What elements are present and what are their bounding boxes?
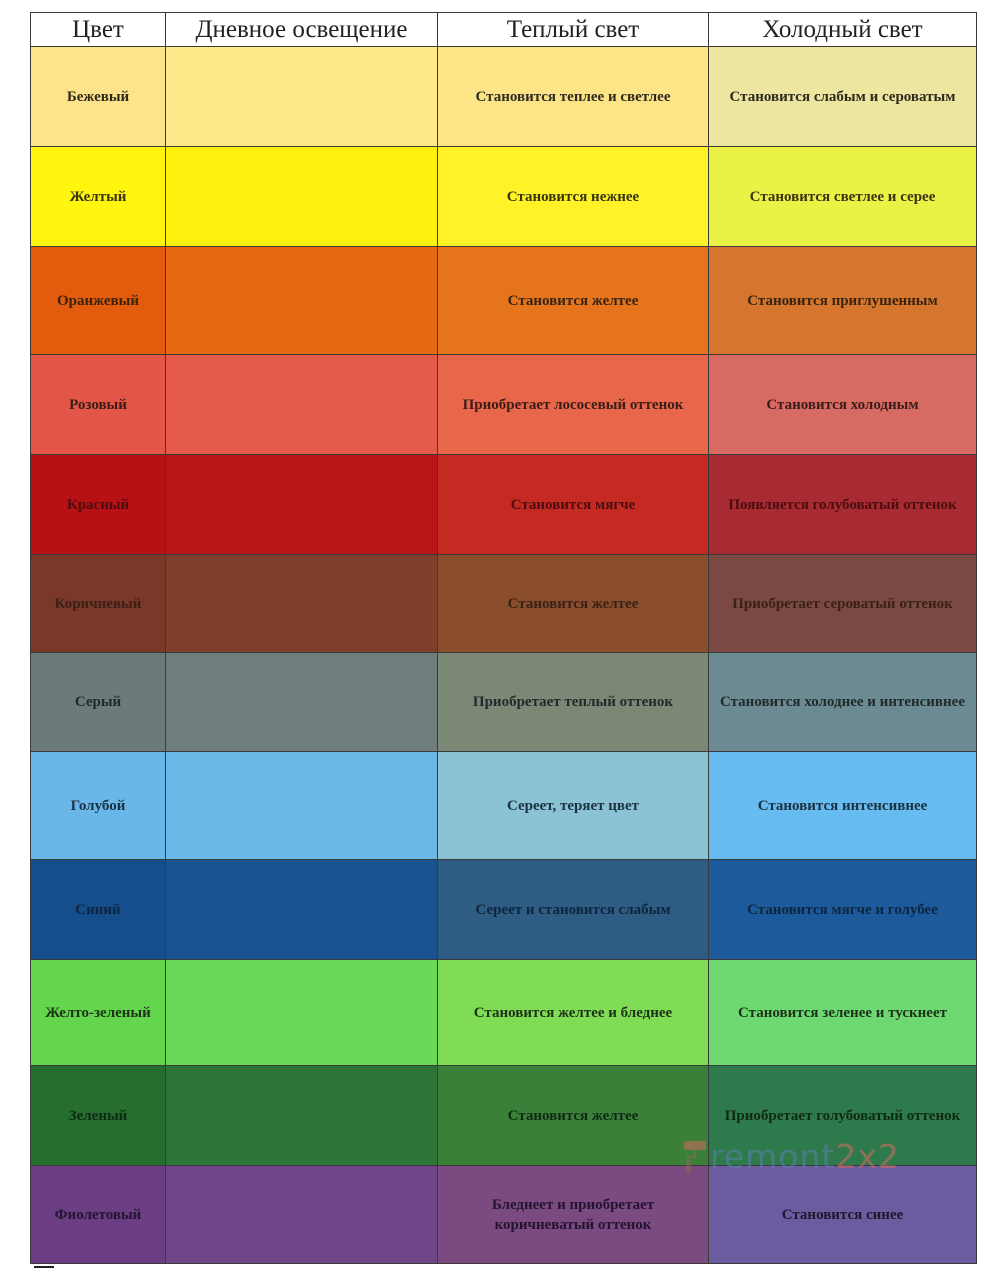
cell-daylight-swatch: [166, 247, 438, 355]
table-row: [31, 47, 977, 147]
cell-daylight-swatch: [166, 752, 438, 860]
table-row: [31, 355, 977, 455]
cell-color-name: Синий: [31, 860, 166, 960]
cell-cold-light: Становится холодным: [709, 355, 977, 455]
cell-cold-light: Приобретает сероватый оттенок: [709, 555, 977, 653]
cell-warm-light: Становится желтее и бледнее: [438, 960, 709, 1066]
table-row: [31, 455, 977, 555]
cell-cold-light: Становится холоднее и интенсивнее: [709, 653, 977, 752]
watermark-text: [710, 1137, 900, 1176]
table-row: [31, 555, 977, 653]
cell-color-name: Оранжевый: [31, 247, 166, 355]
cell-color-name: Голубой: [31, 752, 166, 860]
cell-cold-light: Приобретает голубоватый оттенок: [709, 1066, 977, 1166]
header-warm-light: Теплый свет: [438, 13, 709, 47]
cell-cold-light: Становится синее: [709, 1166, 977, 1264]
cell-daylight-swatch: [166, 47, 438, 147]
cell-color-name: Желто-зеленый: [31, 960, 166, 1066]
cell-daylight-swatch: [166, 960, 438, 1066]
header-cold-light: Холодный свет: [709, 13, 977, 47]
cell-warm-light: Становится желтее: [438, 1066, 709, 1166]
table-body: [31, 47, 977, 1264]
cell-color-name: Желтый: [31, 147, 166, 247]
cell-warm-light: Сереет, теряет цвет: [438, 752, 709, 860]
table-header-row: [31, 13, 977, 47]
cell-color-name: Розовый: [31, 355, 166, 455]
cell-color-name: Коричневый: [31, 555, 166, 653]
cell-color-name: Серый: [31, 653, 166, 752]
cell-daylight-swatch: [166, 355, 438, 455]
header-daylight: Дневное освещение: [166, 13, 438, 47]
cell-daylight-swatch: [166, 1166, 438, 1264]
table-row: [31, 752, 977, 860]
watermark-accent: 2x2: [835, 1136, 900, 1176]
cell-warm-light: Становится теплее и светлее: [438, 47, 709, 147]
cell-cold-light: Становится приглушенным: [709, 247, 977, 355]
cell-color-name: Зеленый: [31, 1066, 166, 1166]
cell-color-name: Бежевый: [31, 47, 166, 147]
watermark-logo: [682, 1134, 900, 1178]
table-row: [31, 960, 977, 1066]
cell-warm-light: Становится желтее: [438, 247, 709, 355]
cell-daylight-swatch: [166, 653, 438, 752]
cell-warm-light: Становится нежнее: [438, 147, 709, 247]
cell-warm-light: Приобретает лососевый оттенок: [438, 355, 709, 455]
cell-cold-light: Становится светлее и серее: [709, 147, 977, 247]
bottom-text-fragment: [34, 1266, 54, 1268]
cell-cold-light: Становится слабым и сероватым: [709, 47, 977, 147]
cell-daylight-swatch: [166, 1066, 438, 1166]
cell-cold-light: Появляется голубоватый оттенок: [709, 455, 977, 555]
cell-daylight-swatch: [166, 147, 438, 247]
table-row: [31, 147, 977, 247]
paint-roller-icon: [682, 1137, 708, 1175]
table-row: [31, 247, 977, 355]
cell-color-name: Фиолетовый: [31, 1166, 166, 1264]
cell-warm-light: Становится желтее: [438, 555, 709, 653]
cell-daylight-swatch: [166, 455, 438, 555]
header-color: Цвет: [31, 13, 166, 47]
color-lighting-table: [30, 12, 977, 1264]
cell-cold-light: Становится зеленее и тускнеет: [709, 960, 977, 1066]
cell-warm-light: Сереет и становится слабым: [438, 860, 709, 960]
cell-color-name: Красный: [31, 455, 166, 555]
table-row: [31, 653, 977, 752]
cell-warm-light: Становится мягче: [438, 455, 709, 555]
cell-daylight-swatch: [166, 555, 438, 653]
table-row: [31, 860, 977, 960]
table-row: [31, 1166, 977, 1264]
cell-warm-light: Бледнеет и приобретает коричневатый оттенок: [438, 1166, 709, 1264]
cell-cold-light: Становится мягче и голубее: [709, 860, 977, 960]
cell-warm-light: Приобретает теплый оттенок: [438, 653, 709, 752]
cell-daylight-swatch: [166, 860, 438, 960]
watermark-word: remont: [710, 1136, 836, 1176]
cell-cold-light: Становится интенсивнее: [709, 752, 977, 860]
